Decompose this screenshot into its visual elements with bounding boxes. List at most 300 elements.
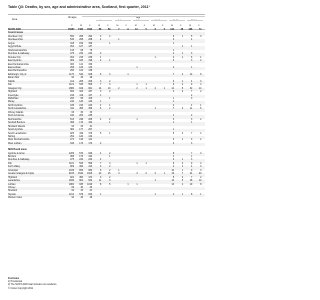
table-cell: 1 bbox=[172, 115, 175, 118]
table-cell: 1 bbox=[181, 56, 184, 59]
table-cell: 2 bbox=[136, 87, 138, 90]
table-cell: 3 bbox=[109, 84, 111, 87]
table-cell: 11 bbox=[189, 108, 193, 111]
table-cell: 143 bbox=[70, 49, 74, 52]
row-label: Angus bbox=[8, 42, 15, 45]
table-cell: 2 bbox=[172, 159, 175, 162]
table-cell: 4 bbox=[200, 84, 202, 87]
table-cell: 1 bbox=[172, 49, 175, 52]
table-cell: 300 bbox=[70, 63, 74, 66]
table-cell: 6 bbox=[100, 108, 102, 111]
table-cell: 120 bbox=[79, 101, 84, 104]
table-cell: 183 bbox=[79, 60, 84, 63]
table-cell: 265 bbox=[88, 118, 93, 121]
table-cell: 3 bbox=[191, 118, 193, 121]
table-cell: 2 bbox=[172, 53, 175, 56]
table-cell: 4 bbox=[109, 73, 111, 76]
table-cell: 2 bbox=[100, 142, 102, 145]
copyright: © Crown Copyright 2011 bbox=[8, 287, 34, 290]
table-cell: 628 bbox=[88, 73, 93, 76]
table-cell: 15 bbox=[107, 173, 111, 176]
table-row bbox=[8, 143, 205, 146]
table-cell: 1 bbox=[200, 56, 202, 59]
table-cell: 3 bbox=[118, 173, 120, 176]
table-cell: 476 bbox=[88, 132, 93, 135]
table-cell: 4 bbox=[181, 73, 184, 76]
table-cell: 2 bbox=[109, 166, 111, 169]
table-cell: 232 bbox=[79, 159, 84, 162]
table-cell: 660 bbox=[70, 91, 74, 94]
table-cell: 215 bbox=[79, 56, 84, 59]
table-cell: 1836 bbox=[68, 180, 74, 183]
table-cell: 5 bbox=[172, 132, 175, 135]
table-cell: 2 bbox=[181, 176, 184, 179]
table-cell: 3 bbox=[200, 166, 202, 169]
table-cell: 1 bbox=[181, 193, 184, 196]
table-cell: 168 bbox=[188, 29, 193, 31]
header-age-group: 15-24 bbox=[172, 20, 179, 22]
table-cell: 3 bbox=[100, 80, 102, 83]
table-cell: 1 bbox=[181, 80, 184, 83]
table-cell: 556 bbox=[88, 84, 93, 87]
table-cell: 1 bbox=[109, 60, 111, 63]
table-cell: 5 bbox=[191, 35, 193, 38]
table-cell: 1880 bbox=[68, 87, 74, 90]
header-age-group: 5-9 bbox=[136, 20, 140, 22]
table-cell: 173 bbox=[79, 142, 84, 145]
table-cell: 3 bbox=[109, 180, 111, 183]
table-cell: 680 bbox=[88, 169, 93, 172]
table-cell: 1540 bbox=[77, 173, 84, 176]
header-sex: F bbox=[125, 25, 127, 27]
table-cell: 323 bbox=[79, 91, 84, 94]
table-cell: 1 bbox=[154, 108, 156, 111]
table-cell: 68 bbox=[80, 49, 84, 52]
row-label: Dundee City bbox=[8, 56, 21, 59]
table-cell: 7 bbox=[172, 108, 175, 111]
table-cell: 450 bbox=[79, 176, 84, 179]
table-cell: 1049 bbox=[87, 183, 93, 186]
row-label: Orkney Islands bbox=[8, 111, 24, 114]
table-cell: 235 bbox=[88, 115, 93, 118]
table-cell: 1 bbox=[181, 159, 184, 162]
table-cell: 2 bbox=[200, 118, 202, 121]
table-cell: 384 bbox=[70, 129, 74, 132]
table-cell: 137 bbox=[88, 46, 93, 49]
table-cell: 127 bbox=[88, 94, 93, 97]
table-cell: 5 bbox=[145, 29, 147, 31]
table-cell: 579 bbox=[79, 193, 84, 196]
table-cell: 143 bbox=[88, 66, 93, 69]
table-cell: 19 bbox=[189, 183, 193, 186]
header-age: Age bbox=[136, 16, 141, 19]
table-cell: 3165 bbox=[68, 173, 74, 176]
table-cell: 904 bbox=[79, 180, 84, 183]
table-cell: 48 bbox=[180, 29, 184, 31]
row-label: Midlothian bbox=[8, 98, 19, 100]
table-cell: 1 bbox=[181, 35, 184, 38]
table-cell: 1 bbox=[172, 155, 175, 158]
table-cell: 125 bbox=[79, 66, 84, 69]
row-label: North Lanarkshire bbox=[8, 108, 27, 111]
table-cell: 7942 bbox=[87, 29, 93, 31]
table-cell: 122 bbox=[79, 70, 84, 73]
table-cell: 12 bbox=[171, 180, 175, 183]
table-cell: 1 bbox=[145, 162, 147, 165]
table-cell: 119 bbox=[79, 94, 84, 97]
header-sex: F bbox=[180, 25, 182, 27]
table-cell: 1205 bbox=[68, 152, 74, 155]
header-age-group: 1-4 bbox=[118, 20, 122, 22]
table-cell: 232 bbox=[79, 53, 84, 56]
table-cell: 260 bbox=[70, 70, 74, 73]
row-label: Orkney bbox=[8, 187, 16, 189]
table-cell: 239 bbox=[88, 56, 93, 59]
table-cell: 1 bbox=[145, 84, 147, 87]
table-cell: 5 bbox=[163, 29, 165, 31]
row-label: Council areas bbox=[8, 32, 24, 35]
row-label: Inverclyde bbox=[8, 94, 19, 97]
row-label: Aberdeen City bbox=[8, 35, 23, 38]
table-cell: 6 bbox=[172, 35, 175, 38]
table-cell: 536 bbox=[70, 39, 74, 42]
row-label: Borders bbox=[8, 155, 17, 158]
table-cell: 3 bbox=[200, 152, 202, 155]
table-cell: 63 bbox=[71, 111, 74, 114]
table-cell: 74 bbox=[198, 29, 202, 31]
table-cell: 141 bbox=[88, 139, 93, 142]
row-label: Greater Glasgow & Clyde bbox=[8, 173, 35, 176]
table-cell: 46 bbox=[80, 77, 84, 80]
table-cell: 1101 bbox=[69, 84, 74, 87]
table-cell: 7 bbox=[100, 84, 102, 87]
table-cell: 33 bbox=[89, 187, 93, 189]
table-cell: 545 bbox=[79, 162, 84, 165]
table-cell: 127 bbox=[79, 46, 84, 49]
table-cell: 440 bbox=[70, 115, 74, 118]
table-cell: 240 bbox=[70, 101, 74, 104]
table-cell: 7 bbox=[191, 152, 193, 155]
table-cell: 94 bbox=[71, 77, 74, 80]
table-cell: 1 bbox=[127, 73, 129, 76]
table-cell: 4 bbox=[172, 166, 175, 169]
table-cell: 159 bbox=[88, 63, 93, 66]
table-cell: 268 bbox=[79, 35, 84, 38]
table-cell: 4 bbox=[200, 162, 202, 165]
table-cell: 59 bbox=[107, 29, 111, 31]
table-cell: 475 bbox=[70, 159, 74, 162]
table-cell: 8 bbox=[191, 193, 193, 196]
table-cell: 63 bbox=[71, 187, 74, 189]
table-cell: 9 bbox=[172, 162, 175, 165]
row-label: Perth & Kinross bbox=[8, 115, 24, 118]
table-cell: 1 bbox=[100, 101, 102, 104]
header-sex: M bbox=[171, 25, 173, 27]
table-cell: 3 bbox=[191, 60, 193, 63]
table-cell: 12 bbox=[171, 87, 175, 90]
table-cell: 1 bbox=[118, 169, 120, 172]
table-cell: 4 bbox=[191, 80, 193, 83]
table-cell: 3 bbox=[181, 108, 184, 111]
row-label: North Ayrshire bbox=[8, 104, 23, 107]
row-label: Edinburgh, City of bbox=[8, 73, 27, 76]
table-cell: 4 bbox=[100, 39, 102, 42]
table-cell: 1625 bbox=[87, 173, 93, 176]
table-cell: 3 bbox=[172, 142, 175, 145]
row-label: Dumfries & Galloway bbox=[8, 53, 30, 56]
table-cell: 264 bbox=[70, 46, 74, 49]
row-label: SCOTLAND bbox=[8, 29, 21, 31]
table-cell: 3 bbox=[191, 98, 193, 100]
table-cell: 1 bbox=[109, 104, 111, 107]
table-cell: 32 bbox=[189, 87, 193, 90]
table-cell: 7 bbox=[191, 176, 193, 179]
table-cell: 12 bbox=[135, 29, 138, 31]
table-cell: 2 bbox=[172, 56, 175, 59]
table-cell: 1 bbox=[181, 139, 184, 142]
table-cell: 318 bbox=[70, 42, 74, 45]
table-cell: 1 bbox=[127, 183, 129, 186]
header-age-group: 25-34 bbox=[190, 20, 197, 22]
table-cell: 159 bbox=[79, 42, 84, 45]
table-cell: 7425 bbox=[77, 29, 84, 31]
table-cell: 633 bbox=[88, 193, 93, 196]
table-cell: 223 bbox=[88, 104, 93, 107]
table-cell: 2 bbox=[109, 169, 111, 172]
table-cell: 1 bbox=[181, 53, 184, 56]
table-cell: 3 bbox=[200, 80, 202, 83]
header-sex: F bbox=[162, 25, 164, 27]
table-cell: 1336 bbox=[68, 169, 74, 172]
table-cell: 177 bbox=[79, 129, 84, 132]
table-cell: 243 bbox=[88, 159, 93, 162]
table-cell: 1 bbox=[145, 87, 147, 90]
table-cell: 132 bbox=[88, 135, 93, 138]
table-cell: 64 bbox=[71, 190, 74, 193]
table-cell: 3 bbox=[191, 159, 193, 162]
table-cell: 4 bbox=[181, 183, 184, 186]
table-cell: 1 bbox=[109, 122, 111, 125]
table-cell: 1 bbox=[172, 42, 175, 45]
header-sex: F bbox=[107, 25, 109, 27]
table-cell: 413 bbox=[88, 166, 93, 169]
table-cell: 809 bbox=[70, 166, 74, 169]
table-cell: 4 bbox=[200, 132, 202, 135]
table-cell: 4 bbox=[172, 193, 175, 196]
table-cell: 1170 bbox=[69, 73, 74, 76]
table-cell: 2 bbox=[181, 132, 184, 135]
table-cell: 1 bbox=[118, 39, 120, 42]
table-cell: 6 bbox=[191, 56, 193, 59]
row-label: Clackmannanshire bbox=[8, 49, 28, 52]
table-cell: 3 bbox=[100, 166, 102, 169]
table-cell: 2 bbox=[100, 104, 102, 107]
row-label: Scottish Borders bbox=[8, 122, 25, 125]
table-cell: 33 bbox=[80, 190, 84, 193]
table-cell: 12 bbox=[189, 73, 193, 76]
table-cell: 1 bbox=[163, 87, 165, 90]
table-cell: 30 bbox=[80, 187, 84, 189]
table-row bbox=[8, 197, 205, 200]
table-cell: 33 bbox=[89, 111, 93, 114]
row-label: Lanarkshire bbox=[8, 180, 21, 183]
table-cell: 5 bbox=[109, 183, 111, 186]
table-cell: 268 bbox=[79, 39, 84, 42]
table-cell: 2 bbox=[200, 176, 202, 179]
table-cell: 2 bbox=[154, 173, 156, 176]
footnotes-heading: Footnotes bbox=[8, 278, 20, 280]
table-cell: 9 bbox=[191, 162, 193, 165]
table-cell: 449 bbox=[79, 132, 84, 135]
table-cell: 935 bbox=[79, 183, 84, 186]
table-cell: 414 bbox=[70, 80, 74, 83]
table-cell: 2 bbox=[145, 173, 147, 176]
table-cell: 176 bbox=[79, 155, 84, 158]
table-cell: 542 bbox=[79, 73, 84, 76]
row-label: Grampian bbox=[8, 169, 19, 172]
table-cell: 7 bbox=[100, 162, 102, 165]
row-label: Shetland Islands bbox=[8, 125, 25, 128]
row-label: Falkirk bbox=[8, 80, 15, 83]
table-cell: 206 bbox=[88, 80, 93, 83]
row-label: Fife bbox=[8, 84, 12, 87]
table-cell: 2 bbox=[109, 35, 111, 38]
table-cell: 5 bbox=[100, 132, 102, 135]
table-cell: 560 bbox=[70, 35, 74, 38]
table-cell: 382 bbox=[70, 60, 74, 63]
table-cell: 1 bbox=[200, 104, 202, 107]
table-cell: 216 bbox=[79, 104, 84, 107]
table-cell: 4 bbox=[191, 166, 193, 169]
table-cell: 8 bbox=[100, 183, 102, 186]
table-cell: 3 bbox=[136, 173, 138, 176]
table-cell: 3 bbox=[172, 60, 175, 63]
table-cell: 1 bbox=[172, 129, 175, 132]
table-cell: 252 bbox=[70, 135, 74, 138]
table-cell: 1 bbox=[154, 193, 156, 196]
table-cell: 31 bbox=[89, 190, 93, 193]
table-cell: 1 bbox=[154, 56, 156, 59]
table-cell: 14 bbox=[198, 87, 202, 90]
table-cell: 2 bbox=[109, 91, 111, 94]
table-cell: 1 bbox=[136, 84, 138, 87]
table-cell: 1 bbox=[109, 42, 111, 45]
row-label: East Renfrewshire bbox=[8, 70, 27, 73]
header-sex: M bbox=[116, 25, 119, 27]
table-cell: 105 bbox=[88, 98, 93, 100]
table-cell: 3 bbox=[191, 142, 193, 145]
table-cell: 88 bbox=[98, 29, 102, 31]
table-cell: 19 bbox=[171, 173, 175, 176]
header-sex: M bbox=[134, 25, 137, 27]
header-sex: F bbox=[89, 25, 91, 27]
table-cell: 1 bbox=[136, 162, 138, 165]
table-cell: 2 bbox=[100, 60, 102, 63]
table-cell: 30 bbox=[80, 111, 84, 114]
table-cell: 3 bbox=[191, 53, 193, 56]
table-cell: 4 bbox=[172, 104, 175, 107]
table-cell: 18 bbox=[189, 180, 193, 183]
table-cell: 2 bbox=[200, 91, 202, 94]
table-cell: 7 bbox=[181, 173, 184, 176]
table-cell: 48 bbox=[89, 77, 93, 80]
header-age-group: 0 bbox=[99, 20, 102, 22]
row-label: West Lothian bbox=[8, 142, 22, 145]
row-label: East Dunbartonshire bbox=[8, 63, 29, 66]
table-cell: 3 bbox=[172, 139, 175, 142]
table-cell: 1 bbox=[109, 132, 111, 135]
table-cell: 8 bbox=[172, 152, 175, 155]
table-cell: 1 bbox=[191, 46, 193, 49]
table-cell: 1 bbox=[172, 98, 175, 100]
table-cell: 2 bbox=[118, 87, 120, 90]
table-cell: 8 bbox=[100, 169, 102, 172]
table-cell: 2 bbox=[172, 66, 175, 69]
header-age-group: 10-14 bbox=[154, 20, 161, 22]
row-label: Dumfries & Galloway bbox=[8, 159, 30, 162]
row-label: NHS Board areas bbox=[8, 149, 27, 152]
table-cell: 9 bbox=[191, 169, 193, 172]
table-cell: 1 bbox=[100, 94, 102, 97]
table-cell: 10 bbox=[107, 87, 111, 90]
footnote-line: 1) Provisional. bbox=[8, 281, 23, 284]
table-cell: 513 bbox=[70, 118, 74, 121]
table-cell: 1 bbox=[163, 173, 165, 176]
header-sex: M bbox=[152, 25, 155, 27]
table-cell: 545 bbox=[79, 84, 84, 87]
table-cell: 192 bbox=[88, 155, 93, 158]
table-cell: 3 bbox=[109, 162, 111, 165]
header-all-ages: All ages bbox=[68, 16, 77, 19]
table-cell: 6 bbox=[100, 73, 102, 76]
table-cell: 11 bbox=[98, 180, 102, 183]
table-cell: 1 bbox=[191, 122, 193, 125]
table-cell: 475 bbox=[70, 53, 74, 56]
table-cell: 1 bbox=[181, 169, 184, 172]
footnote-line: 2) The SCOTLAND total includes non-residents. bbox=[8, 284, 57, 287]
row-label: Shetland bbox=[8, 190, 18, 193]
table-cell: 2 bbox=[100, 53, 102, 56]
row-label: Stirling bbox=[8, 135, 16, 138]
row-label: Forth Valley bbox=[8, 166, 21, 169]
table-cell: 337 bbox=[88, 91, 93, 94]
header-sex: F bbox=[143, 25, 146, 27]
table-cell: 173 bbox=[88, 142, 93, 145]
table-cell: 64 bbox=[71, 125, 74, 128]
table-cell: 3 bbox=[100, 35, 102, 38]
table-cell: 44 bbox=[189, 173, 193, 176]
table-cell: 911 bbox=[70, 108, 74, 111]
table-cell: 10 bbox=[171, 169, 175, 172]
table-cell: 7 bbox=[172, 73, 175, 76]
table-cell: 159 bbox=[88, 42, 93, 45]
table-cell: 368 bbox=[70, 155, 74, 158]
table-cell: 10 bbox=[198, 180, 202, 183]
table-cell: 120 bbox=[79, 135, 84, 138]
table-cell: 1101 bbox=[69, 162, 74, 165]
table-cell: 4 bbox=[191, 104, 193, 107]
table-header bbox=[8, 14, 205, 30]
row-label: Fife bbox=[8, 162, 12, 165]
table-cell: 4 bbox=[172, 91, 175, 94]
table-cell: 48 bbox=[89, 197, 93, 200]
row-label: Glasgow City bbox=[8, 87, 22, 90]
table-cell: 20 bbox=[198, 173, 202, 176]
table-cell: 268 bbox=[88, 39, 93, 42]
table-cell: 3 bbox=[100, 91, 102, 94]
table-cell: 396 bbox=[79, 166, 84, 169]
table-cell: 3 bbox=[172, 39, 175, 42]
